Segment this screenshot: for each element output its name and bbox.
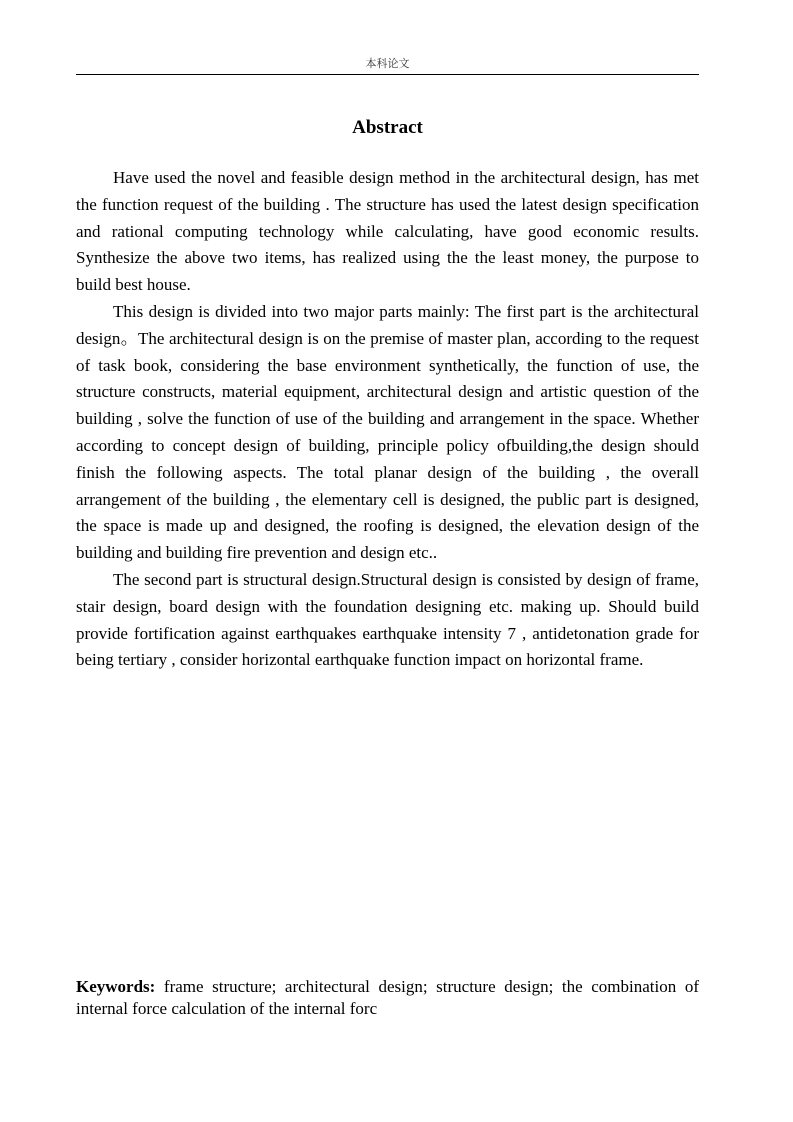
abstract-body xyxy=(76,165,699,674)
abstract-paragraph-3: The second part is structural design.Structural design is consisted by design of frame, stair design, board design with the foundation designing etc. making up. Should build provide fortification against earthquakes earthquake intensity 7 , antidetonation grade for being tertiary , consider horizontal earthquake function impact on horizontal frame. xyxy=(76,569,699,670)
abstract-paragraph-1: Have used the novel and feasible design method in the architectural design, has met the function request of the building . The structure has used the latest design specification and rational computing technology while calculating, have good economic results. Synthesize the above two items, has realized using the the least money, the purpose to build best house. xyxy=(76,168,699,295)
keywords-section xyxy=(76,976,699,1020)
keywords-label: Keywords: xyxy=(76,977,156,996)
abstract-title: Abstract xyxy=(352,117,423,138)
keywords-text: frame structure; architectural design; structure design; the combination of internal force calculation of the internal forc xyxy=(76,977,699,1018)
abstract-paragraph-2: This design is divided into two major parts mainly: The first part is the architectural design。The architectural design is on the premise of master plan, according to the request of task book, considering the base environment synthetically, the function of use, the structure constructs, material equipment, architectural design and artistic question of the building , solve the function of use of the building and arrangement in the space. Whether according to concept design of building, principle policy ofbuilding,the design should finish the following aspects. The total planar design of the building , the overall arrangement of the building , the elementary cell is designed, the public part is designed, the space is made up and designed, the roofing is designed, the elevation design of the building and building fire prevention and design etc.. xyxy=(76,301,699,563)
page-header xyxy=(76,56,699,75)
running-title: 本科论文 xyxy=(365,57,410,70)
